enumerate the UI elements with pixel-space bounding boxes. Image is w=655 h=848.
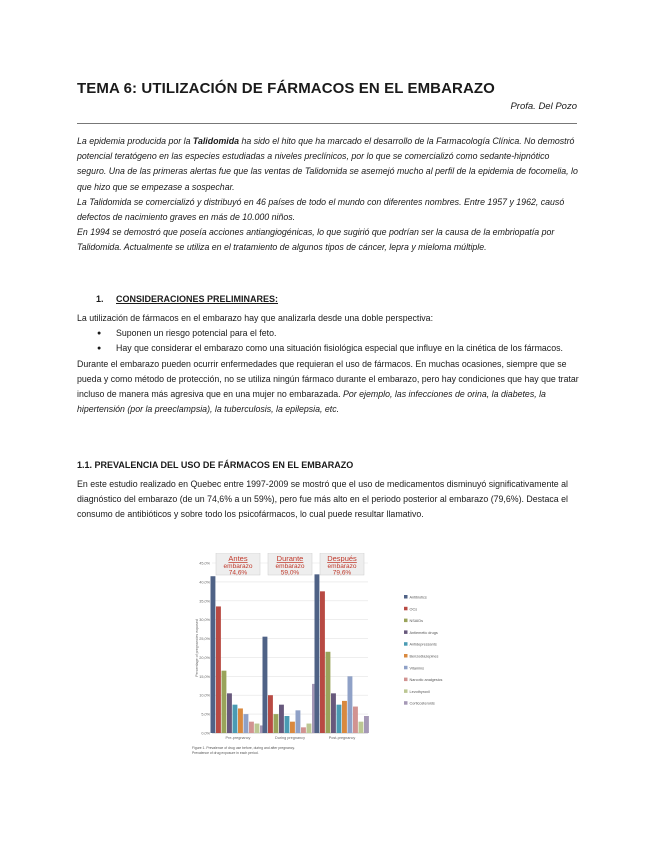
y-tick-label: 15,0%: [199, 674, 210, 679]
bar: [263, 637, 268, 733]
legend-swatch: [404, 630, 408, 634]
period-sub: embarazo: [223, 563, 253, 570]
period-label: Antes: [228, 554, 248, 563]
bar: [364, 716, 369, 733]
bar: [249, 722, 254, 733]
bar: [337, 705, 342, 733]
intro-paragraph-2: La Talidomida se comercializó y distribuyó en 46 países de todo el mundo con diferentes nombres. Entre 1957 y 1962, causó defectos de nacimiento graves en más de 10.000 niños.: [77, 196, 565, 223]
period-value: 59,0%: [280, 569, 300, 577]
legend-swatch: [404, 689, 408, 693]
legend-label: NSAIDs: [409, 619, 424, 624]
bar: [359, 722, 364, 733]
bar: [353, 707, 358, 733]
section-1-lead: La utilización de fármacos en el embarazo hay que analizarla desde una doble perspectiva:: [77, 313, 434, 323]
legend-swatch: [404, 666, 408, 670]
bar: [315, 574, 320, 733]
legend-label: Antidepressants: [409, 642, 437, 647]
y-tick-label: 0,0%: [201, 731, 210, 736]
period-label: Durante: [276, 554, 304, 563]
bar: [320, 591, 325, 733]
legend-label: OCs: [409, 607, 418, 612]
intro-paragraph-3: En 1994 se demostró que poseía acciones antiangiogénicas, lo que sugirió que podrían ser la causa de la embriopatía por Talidomida. Actualmente se utiliza en el tratamiento de algunos tipos de cáncer, lepra y mieloma múltiple.: [77, 227, 555, 253]
bar: [222, 671, 227, 733]
legend-label: Antiemetic drugs: [409, 630, 438, 635]
legend-swatch: [404, 595, 408, 599]
legend-label: Corticosteroids: [409, 701, 435, 706]
x-tick-label: Post-pregnancy: [328, 736, 356, 740]
list-item: ● Suponen un riesgo potencial para el feto.: [77, 326, 579, 341]
period-sub: embarazo: [275, 563, 305, 570]
legend-swatch: [404, 607, 408, 611]
bar: [227, 693, 232, 733]
section-1-bullets: [77, 326, 579, 356]
legend-label: Narcotic analgesics: [409, 678, 443, 683]
y-tick-label: 30,0%: [199, 618, 210, 623]
bar: [326, 652, 331, 733]
y-tick-label: 5,0%: [201, 712, 210, 717]
period-value: 74,6%: [228, 569, 248, 577]
section-1-paragraph: Durante el embarazo pueden ocurrir enfermedades que requieran el uso de fármacos. En muchas ocasiones, siempre que se pueda y como método de protección, no se utiliza ningún fármaco durante el embarazo, pero hay condiciones que hay que tratar incluso de manera más agresiva que en una mujer no embarazada. Por ejemplo, las infecciones de orina, la diabetes, la hipertensión (por la preeclampsia), la tuberculosis, la epilepsia, etc.: [77, 358, 579, 415]
bar: [268, 695, 273, 733]
section-1-heading: 1. CONSIDERACIONES PRELIMINARES:: [96, 294, 279, 304]
legend-swatch: [404, 619, 408, 623]
section-1-1-body: [77, 477, 579, 523]
legend-swatch: [404, 654, 408, 658]
legend-label: Benzodiazepines: [409, 654, 439, 659]
page-title: TEMA 6: UTILIZACIÓN DE FÁRMACOS EN EL EMBARAZO: [77, 80, 495, 97]
legend-label: Levothyroxil: [409, 689, 430, 694]
chart-svg: [190, 553, 460, 758]
legend-label: Vitamins: [409, 666, 424, 671]
chart-caption: Figure 1. Prevalence of drug use before, during and after pregnancy.: [192, 746, 295, 750]
bar: [296, 710, 301, 733]
period-value: 79,6%: [332, 569, 352, 577]
bar: [233, 705, 238, 733]
list-item: ● Hay que considerar el embarazo como una situación fisiológica especial que influye en la cinética de los fármacos.: [77, 341, 579, 356]
y-tick-label: 45,0%: [199, 561, 210, 566]
intro-text: [77, 134, 579, 256]
bar: [348, 676, 353, 733]
bar: [255, 724, 260, 733]
y-tick-label: 10,0%: [199, 693, 210, 698]
bar: [238, 708, 243, 733]
bar: [331, 693, 336, 733]
period-sub: embarazo: [327, 563, 357, 570]
header-divider: [77, 123, 577, 124]
legend-label: Antibiotics: [409, 595, 427, 600]
y-axis-label: Percentage of pregnancies exposed: [195, 619, 199, 677]
y-tick-label: 20,0%: [199, 655, 210, 660]
bar: [301, 727, 306, 733]
y-tick-label: 35,0%: [199, 599, 210, 604]
bar: [307, 724, 312, 733]
talidomida-term: Talidomida: [192, 136, 240, 146]
legend-swatch: [404, 642, 408, 646]
bar: [342, 701, 347, 733]
y-tick-label: 40,0%: [199, 580, 210, 585]
x-tick-label: During pregnancy: [275, 736, 305, 740]
author: Profa. Del Pozo: [510, 101, 577, 112]
x-tick-label: Pre-pregnancy: [225, 736, 251, 740]
bar: [290, 722, 295, 733]
drug-use-chart: [190, 553, 460, 758]
period-label: Después: [327, 554, 357, 563]
legend-swatch: [404, 678, 408, 682]
legend-swatch: [404, 701, 408, 705]
section-1-1-paragraph: En este estudio realizado en Quebec entre 1997-2009 se mostró que el uso de medicamentos disminuyó significativamente al diagnóstico del embarazo (de un 74,6% a un 59%), pero fue más alto en el periodo posterior al embarazo (79,6%). Destaca el consumo de antibióticos y sobre todo los psicofármacos, lo cual puede resultar llamativo.: [77, 479, 568, 520]
bar: [285, 716, 290, 733]
bar: [216, 606, 221, 733]
chart-caption: Prevalence of drug exposure in each period.: [192, 751, 259, 755]
section-1-body: [77, 311, 579, 417]
section-1-1-heading: 1.1. PREVALENCIA DEL USO DE FÁRMACOS EN EL EMBARAZO: [77, 460, 354, 470]
intro-paragraph-1: La epidemia producida por la Talidomida ha sido el hito que ha marcado el desarrollo de la Farmacología Clínica. No demostró potencial teratógeno en las especies estudiadas a niveles preclínicos, por lo que se comercializó como sedante-hipnótico seguro. Una de las primeras alertas fue que las ventas de Talidomida se asemejó mucho al perfil de la epidemia de focomelia, lo que hizo que se empezase a sospechar.: [77, 136, 578, 192]
bar: [211, 576, 216, 733]
y-tick-label: 25,0%: [199, 637, 210, 642]
bar: [274, 714, 279, 733]
bar: [279, 705, 284, 733]
bar: [244, 714, 249, 733]
